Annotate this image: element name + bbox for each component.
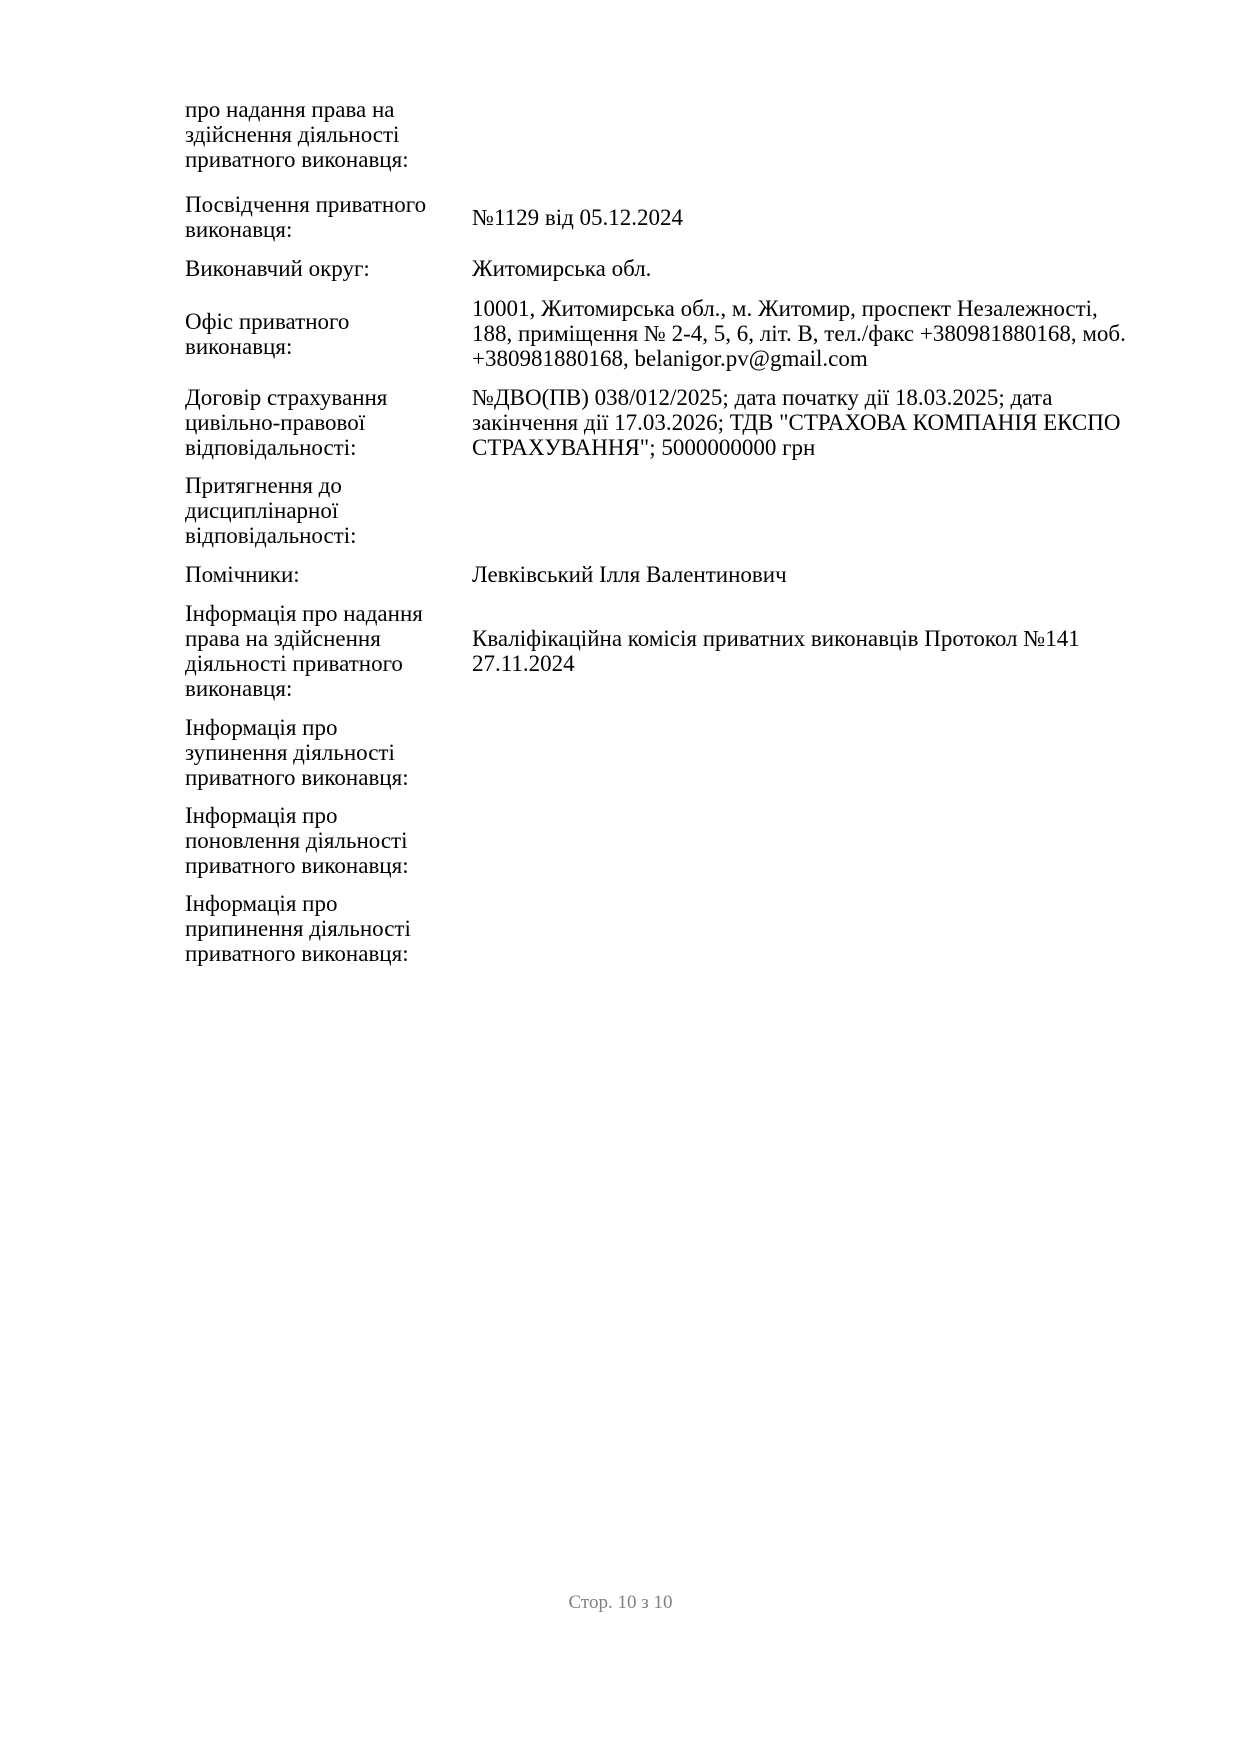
- field-label: Інформація про зупинення діяльності приватного виконавця:: [185, 715, 409, 790]
- field-label: про надання права на здійснення діяльності приватного виконавця:: [185, 97, 409, 172]
- field-label: Договір страхування цивільно-правової відповідальності:: [185, 385, 388, 460]
- field-label: Помічники:: [185, 562, 300, 587]
- field-label: Інформація про надання права на здійснення діяльності приватного виконавця:: [185, 601, 423, 701]
- page-number: Стор. 10 з 10: [568, 1592, 673, 1613]
- field-value: 10001, Житомирська обл., м. Житомир, проспект Незалежності, 188, приміщення № 2-4, 5, 6, літ. В, тел./факс +380981880168, моб. +380981880168, belanigor.pv@gmail.com: [472, 296, 1126, 371]
- field-label: Виконавчий округ:: [185, 256, 370, 281]
- field-value: Кваліфікаційна комісія приватних виконавців Протокол №141 27.11.2024: [472, 626, 1080, 676]
- field-value: №1129 від 05.12.2024: [472, 205, 684, 230]
- field-value: Левківський Ілля Валентинович: [472, 562, 787, 587]
- field-value: №ДВО(ПВ) 038/012/2025; дата початку дії 18.03.2025; дата закінчення дії 17.03.2026; ТДВ "СТРАХОВА КОМПАНІЯ ЕКСПО СТРАХУВАННЯ"; 5000000000 грн: [472, 385, 1121, 460]
- field-value: Житомирська обл.: [472, 256, 652, 281]
- field-label: Офіс приватного виконавця:: [185, 309, 350, 359]
- field-label: Притягнення до дисциплінарної відповідальності:: [185, 473, 357, 548]
- field-label: Інформація про поновлення діяльності приватного виконавця:: [185, 803, 409, 878]
- field-label: Інформація про припинення діяльності приватного виконавця:: [185, 891, 411, 966]
- field-label: Посвідчення приватного виконавця:: [185, 192, 427, 242]
